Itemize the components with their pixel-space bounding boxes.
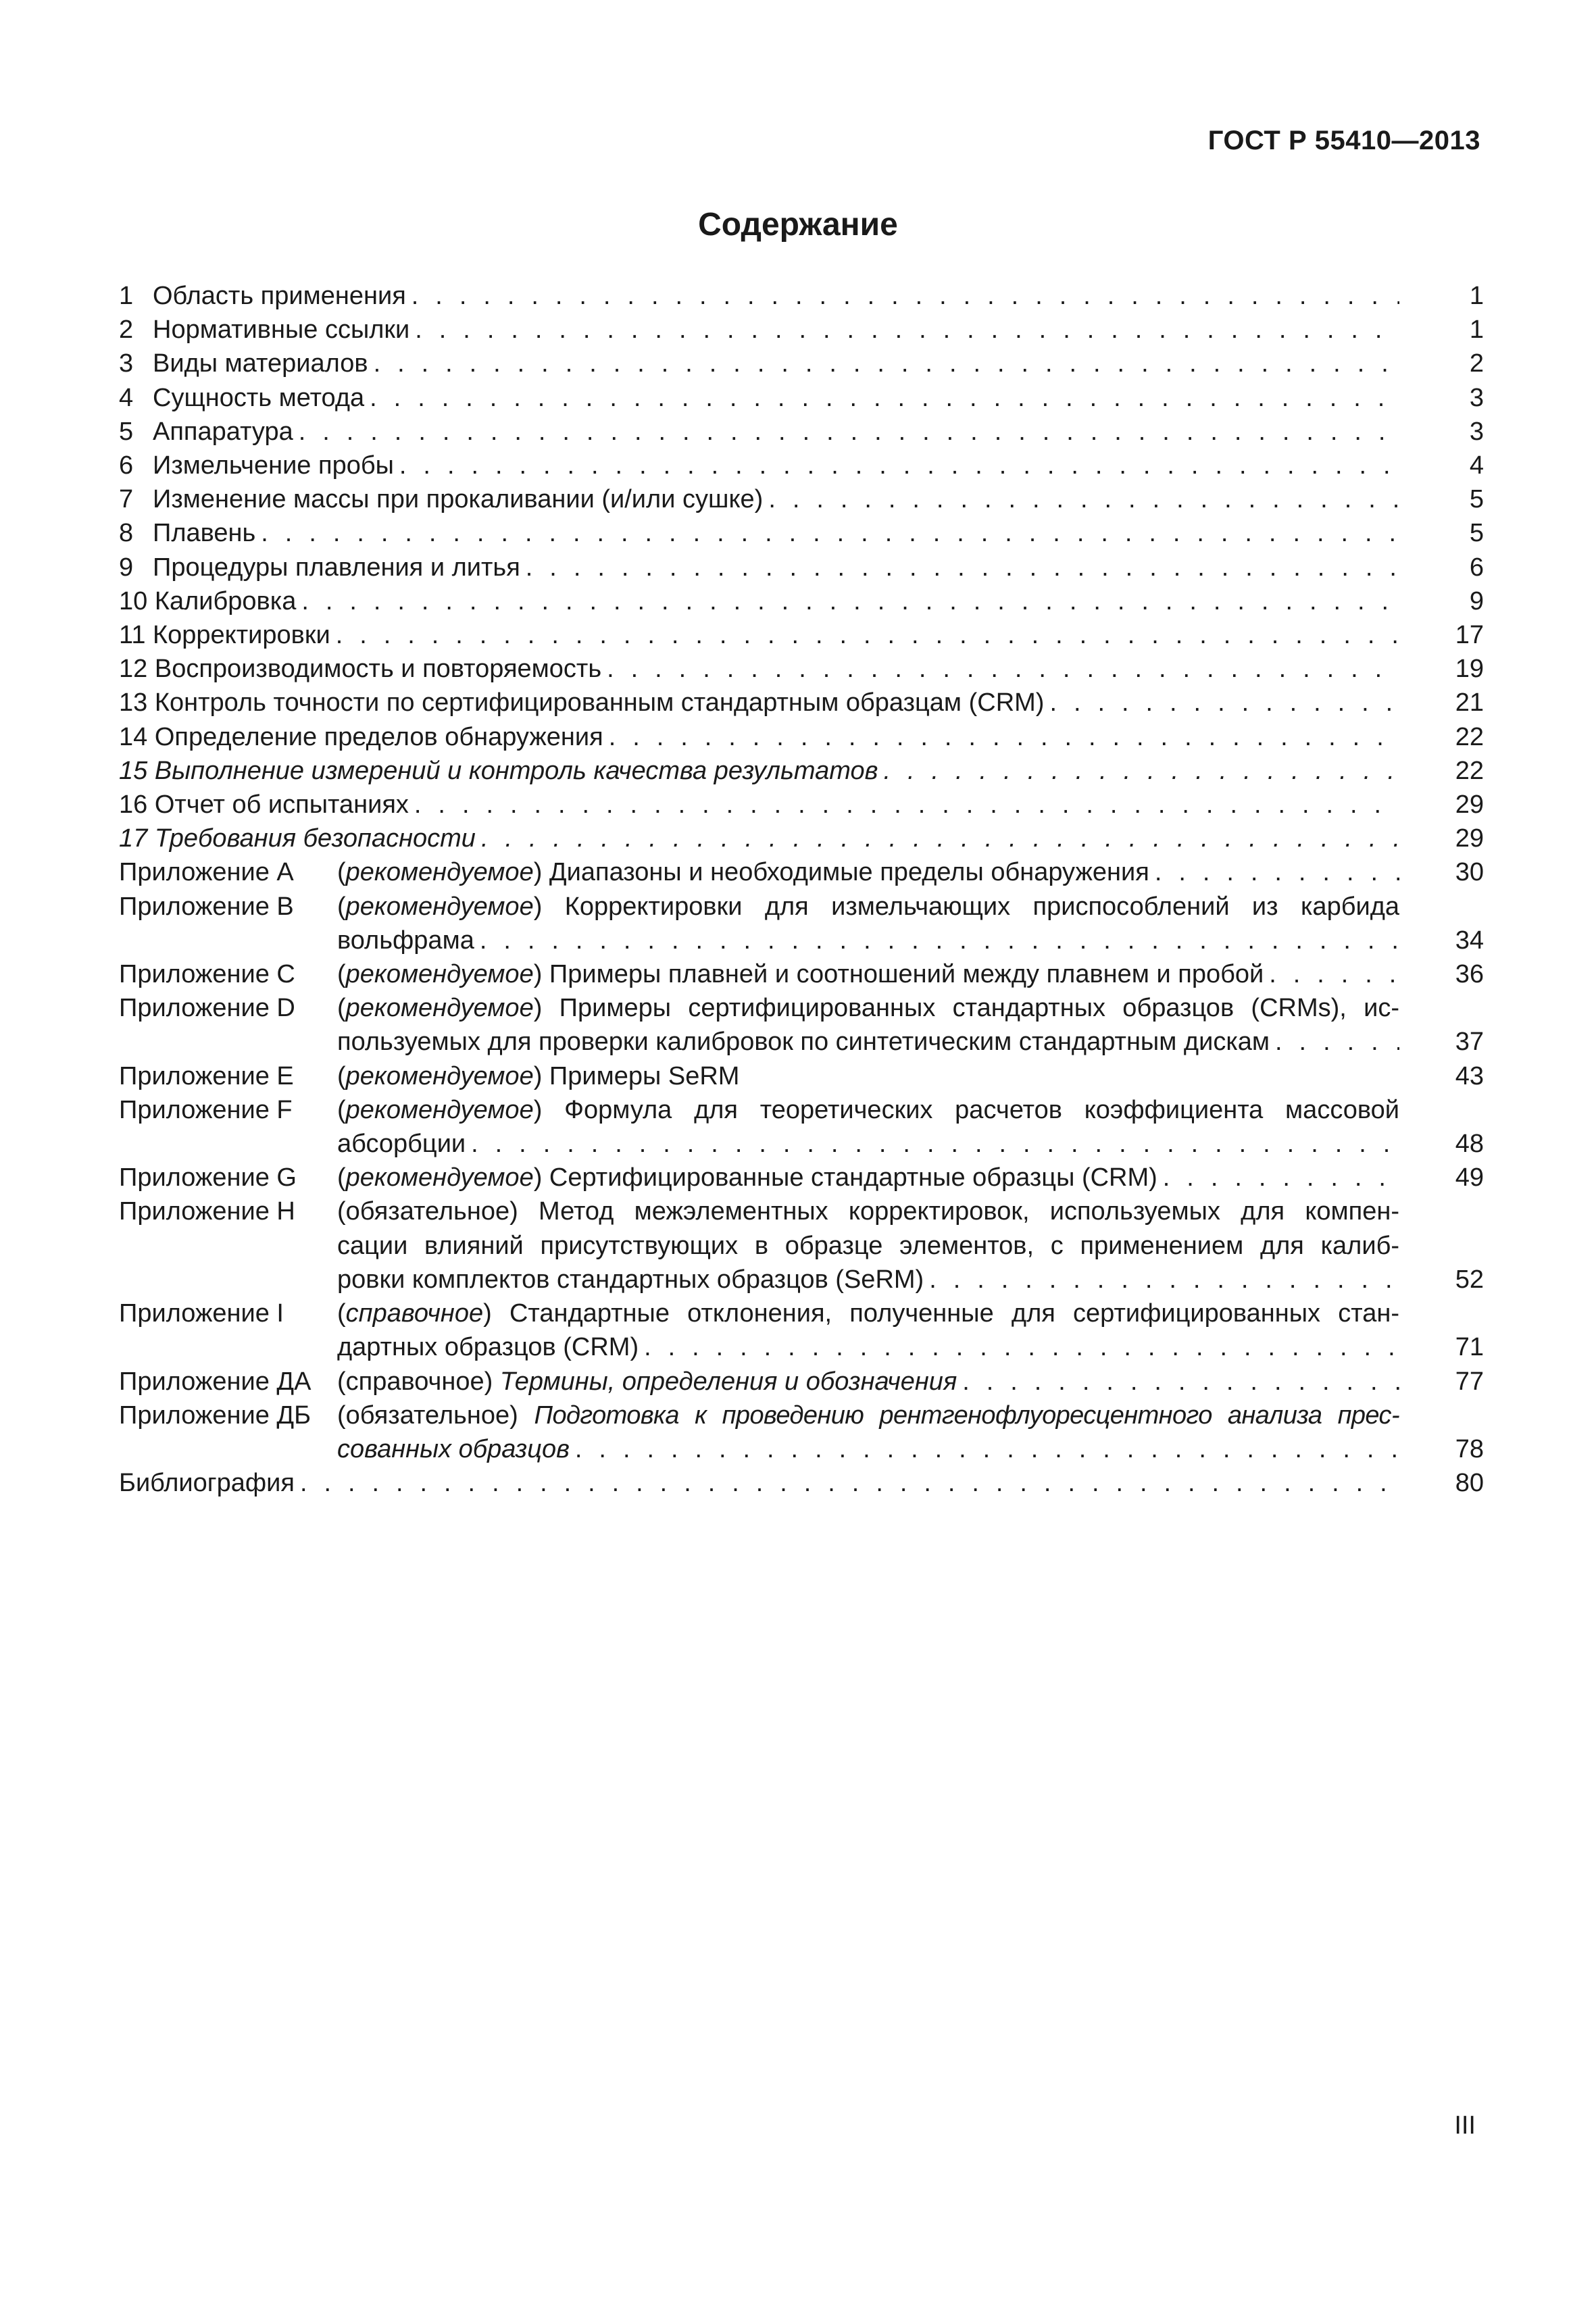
- toc-entry[interactable]: [119, 652, 1484, 686]
- appendix-title: Сертифицированные стандартные образцы (CRM): [549, 1163, 1157, 1192]
- page-number: 3: [1469, 417, 1484, 446]
- page-number: 37: [1455, 1028, 1484, 1057]
- appendix-title: Формула для теоретических расчетов коэффициента массовой: [564, 1095, 1399, 1124]
- appendix-title-cont: ровки комплектов стандартных образцов (SeRM): [337, 1265, 924, 1294]
- section-number: 10: [119, 586, 148, 615]
- page-number: 22: [1455, 722, 1484, 751]
- appendix-label: Приложение D: [119, 994, 295, 1023]
- dot-leader: [293, 415, 1399, 449]
- section-number: 5: [119, 417, 134, 446]
- toc-entry[interactable]: [119, 1194, 1484, 1297]
- toc-entry[interactable]: [119, 381, 1484, 415]
- toc-entry[interactable]: Приложение A (рекомендуемое) Диапазоны и необходимые пределы обнаружения . . . 30: [119, 855, 1484, 889]
- page-title: Содержание: [698, 207, 898, 243]
- page-number: 77: [1455, 1367, 1484, 1396]
- page-number: 52: [1455, 1265, 1484, 1294]
- section-number: 11: [119, 621, 146, 650]
- table-of-contents: [119, 279, 1484, 1500]
- section-number: 9: [119, 553, 134, 582]
- dot-leader: [639, 1330, 1399, 1364]
- appendix-label: Приложение C: [119, 960, 295, 989]
- section-number: 13: [119, 688, 148, 718]
- dot-leader: [957, 1365, 1399, 1399]
- dot-leader: [603, 720, 1399, 754]
- toc-entry[interactable]: [119, 313, 1484, 347]
- bibliography-label: Библиография: [119, 1469, 295, 1498]
- toc-entry[interactable]: [119, 516, 1484, 550]
- section-number: 17: [119, 824, 148, 853]
- section-title: Плавень: [153, 519, 256, 548]
- dot-leader: [394, 449, 1399, 482]
- toc-entry[interactable]: [119, 1365, 1484, 1399]
- page-number: 22: [1455, 756, 1484, 785]
- appendix-status: рекомендуемое: [345, 892, 534, 921]
- dot-leader: [1270, 1025, 1399, 1059]
- toc-entry[interactable]: [119, 415, 1484, 449]
- dot-leader: [520, 551, 1399, 584]
- section-title: Сущность метода: [153, 383, 365, 412]
- dot-leader: [1264, 957, 1399, 991]
- appendix-label: Приложение ДА: [119, 1367, 311, 1396]
- page-number: 43: [1455, 1061, 1484, 1090]
- appendix-status: справочное: [345, 1299, 484, 1328]
- section-title: Воспроизводимость и повторяемость: [154, 655, 602, 684]
- appendix-title: Диапазоны и необходимые пределы обнаружения: [549, 858, 1149, 887]
- dot-leader: [878, 754, 1400, 788]
- dot-leader: [364, 381, 1399, 415]
- appendix-title-cont: абсорбции: [337, 1130, 466, 1159]
- section-title: Требования безопасности: [154, 824, 476, 853]
- appendix-status: рекомендуемое: [345, 1061, 534, 1090]
- dot-leader: [466, 1127, 1399, 1161]
- appendix-label: Приложение B: [119, 892, 294, 921]
- dot-leader: [763, 482, 1399, 516]
- dot-leader: [406, 279, 1399, 313]
- section-title: Контроль точности по сертифицированным стандартным образцам (CRM): [154, 688, 1045, 718]
- appendix-status: рекомендуемое: [345, 994, 534, 1023]
- appendix-title: Примеры плавней и соотношений между плавнем и пробой: [549, 960, 1264, 989]
- appendix-status: (обязательное): [337, 1197, 518, 1226]
- toc-entry[interactable]: Приложение D (рекомендуемое) Примеры сертифицированных стандартных образцов (CRMs), ис- пользуемых для проверки калибровок по синтетическим стандартным дискам . . . 37: [119, 991, 1484, 1059]
- page-number: 80: [1455, 1469, 1484, 1498]
- appendix-title: Подготовка к проведению рентгенофлуоресцентного анализа прес-: [534, 1401, 1399, 1430]
- section-title: Нормативные ссылки: [153, 316, 410, 345]
- toc-entry[interactable]: [119, 279, 1484, 313]
- toc-entry[interactable]: [119, 347, 1484, 380]
- document-header: ГОСТ Р 55410—2013: [1207, 126, 1480, 155]
- section-number: 2: [119, 316, 134, 345]
- page-number: 30: [1455, 858, 1484, 887]
- page-number: 71: [1455, 1333, 1484, 1362]
- appendix-label: Приложение G: [119, 1163, 297, 1192]
- section-title: Отчет об испытаниях: [154, 790, 409, 820]
- dot-leader: [409, 788, 1399, 822]
- toc-entry[interactable]: [119, 1399, 1484, 1466]
- dot-leader: [474, 924, 1399, 957]
- toc-entry[interactable]: [119, 618, 1484, 652]
- toc-entry[interactable]: [119, 1466, 1484, 1500]
- toc-entry[interactable]: [119, 754, 1484, 788]
- page-number: 4: [1469, 451, 1484, 480]
- page-number: 48: [1455, 1130, 1484, 1159]
- appendix-status: (обязательное): [337, 1401, 518, 1430]
- appendix-title: Примеры сертифицированных стандартных образцов (CRMs), ис-: [559, 994, 1399, 1023]
- page-number: 21: [1455, 688, 1484, 718]
- section-title: Аппаратура: [153, 417, 293, 446]
- appendix-status: рекомендуемое: [345, 858, 534, 887]
- appendix-label: Приложение ДБ: [119, 1401, 311, 1430]
- appendix-title: Термины, определения и обозначения: [499, 1367, 957, 1396]
- appendix-title-cont: пользуемых для проверки калибровок по синтетическим стандартным дискам: [337, 1028, 1270, 1057]
- section-number: 15: [119, 756, 148, 785]
- appendix-label: Приложение E: [119, 1061, 294, 1090]
- section-title: Область применения: [153, 282, 406, 310]
- appendix-status: рекомендуемое: [345, 1095, 534, 1124]
- section-number: 14: [119, 722, 148, 751]
- toc-entry[interactable]: [119, 551, 1484, 584]
- toc-entry[interactable]: [119, 482, 1484, 516]
- dot-leader: [296, 584, 1399, 618]
- toc-entry[interactable]: Приложение E (рекомендуемое) Примеры SeRM 43: [119, 1059, 1484, 1093]
- page-number: 1: [1469, 282, 1484, 310]
- section-number: 8: [119, 519, 134, 548]
- section-title: Определение пределов обнаружения: [154, 722, 603, 751]
- page-number: 1: [1469, 316, 1484, 345]
- toc-entry[interactable]: [119, 788, 1484, 822]
- dot-leader: [295, 1466, 1399, 1500]
- page-number: 3: [1469, 383, 1484, 412]
- appendix-status: (справочное): [337, 1367, 493, 1396]
- appendix-label: Приложение I: [119, 1299, 284, 1328]
- page-number: 49: [1455, 1163, 1484, 1192]
- page-number: 9: [1469, 586, 1484, 615]
- page-number: 2: [1469, 349, 1484, 378]
- page-number: 36: [1455, 960, 1484, 989]
- appendix-label: Приложение H: [119, 1197, 295, 1226]
- dot-leader: [924, 1263, 1399, 1297]
- appendix-label: Приложение A: [119, 858, 294, 887]
- page-number: 5: [1469, 519, 1484, 548]
- dot-leader: [1149, 855, 1399, 889]
- dot-leader: [1044, 686, 1399, 720]
- appendix-title: Метод межэлементных корректировок, используемых для компен-: [538, 1197, 1399, 1226]
- dot-leader: [601, 652, 1399, 686]
- section-title: Калибровка: [154, 586, 297, 615]
- page-number: 17: [1455, 621, 1484, 650]
- toc-entry[interactable]: [119, 720, 1484, 754]
- page-number: 6: [1469, 553, 1484, 582]
- section-number: 7: [119, 485, 134, 514]
- appendix-title-cont: сованных образцов: [337, 1434, 570, 1463]
- appendix-title: Примеры SeRM: [549, 1061, 740, 1090]
- page-number: 5: [1469, 485, 1484, 514]
- dot-leader: [368, 347, 1399, 380]
- dot-leader: [255, 516, 1399, 550]
- dot-leader: [1157, 1161, 1399, 1194]
- section-number: 12: [119, 655, 148, 684]
- page-number: 29: [1455, 790, 1484, 820]
- toc-entry[interactable]: [119, 686, 1484, 720]
- toc-entry[interactable]: Приложение B (рекомендуемое) Корректировки для измельчающих приспособлений из карбида вольфрама . . . 34: [119, 890, 1484, 957]
- dot-leader: [570, 1432, 1399, 1466]
- appendix-title-cont: сации влияний присутствующих в образце элементов, с применением для калиб-: [337, 1231, 1399, 1260]
- page-footer-number: III: [1454, 2111, 1476, 2140]
- section-title: Выполнение измерений и контроль качества результатов: [154, 756, 878, 785]
- section-title: Процедуры плавления и литья: [153, 553, 520, 582]
- page-number: 34: [1455, 926, 1484, 955]
- section-title: Изменение массы при прокаливании (и/или сушке): [153, 485, 764, 514]
- toc-entry[interactable]: Приложение C (рекомендуемое) Примеры плавней и соотношений между плавнем и пробой . . . 36: [119, 957, 1484, 991]
- section-number: 4: [119, 383, 134, 412]
- toc-entry[interactable]: Приложение F (рекомендуемое) Формула для теоретических расчетов коэффициента массовой абсорбции . . . 48: [119, 1093, 1484, 1161]
- toc-entry[interactable]: [119, 584, 1484, 618]
- page-number: 19: [1455, 655, 1484, 684]
- appendix-title: Корректировки для измельчающих приспособлений из карбида: [564, 892, 1400, 921]
- section-title: Корректировки: [153, 621, 330, 650]
- appendix-title-cont: вольфрама: [337, 926, 474, 955]
- dot-leader: [330, 618, 1399, 652]
- page-number: 78: [1455, 1434, 1484, 1463]
- toc-entry[interactable]: [119, 449, 1484, 482]
- appendix-status: рекомендуемое: [345, 960, 534, 989]
- section-number: 3: [119, 349, 134, 378]
- toc-entry[interactable]: Приложение I (справочное) Стандартные отклонения, полученные для сертифицированных стан- дартных образцов (CRM) . . . 71: [119, 1297, 1484, 1364]
- appendix-title: Стандартные отклонения, полученные для сертифицированных стан-: [509, 1299, 1399, 1328]
- section-number: 1: [119, 282, 134, 310]
- toc-entry[interactable]: Приложение G (рекомендуемое) Сертифицированные стандартные образцы (CRM) . . . 49: [119, 1161, 1484, 1194]
- toc-entry[interactable]: [119, 822, 1484, 855]
- section-title: Измельчение пробы: [153, 451, 394, 480]
- appendix-label: Приложение F: [119, 1095, 293, 1124]
- page-number: 29: [1455, 824, 1484, 853]
- dot-leader: [409, 313, 1399, 347]
- section-title: Виды материалов: [153, 349, 368, 378]
- appendix-status: рекомендуемое: [345, 1163, 534, 1192]
- section-number: 6: [119, 451, 134, 480]
- appendix-title-cont: дартных образцов (CRM): [337, 1333, 639, 1362]
- section-number: 16: [119, 790, 148, 820]
- dot-leader: [476, 822, 1399, 855]
